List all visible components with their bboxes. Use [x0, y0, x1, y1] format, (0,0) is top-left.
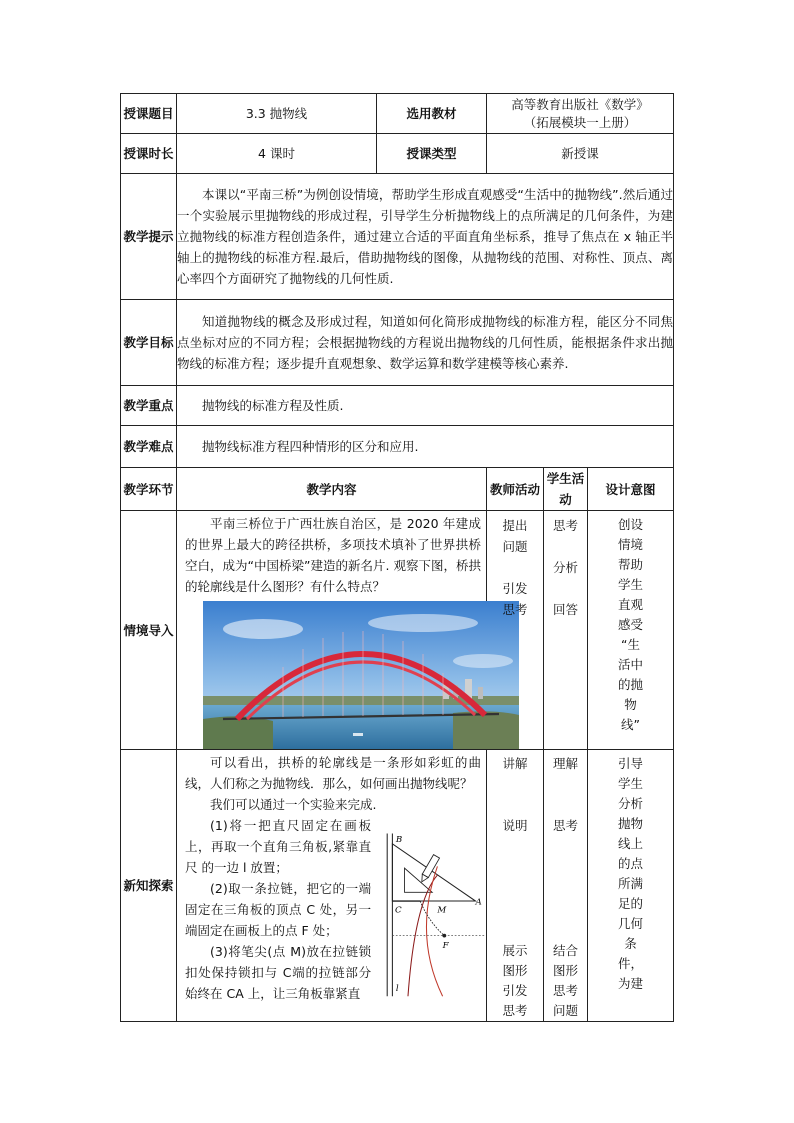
- explore-stage: 新知探索: [121, 750, 177, 1022]
- student-header: 学生活动: [544, 468, 588, 511]
- explore-design: 引导 学生 分析 抛物 线上 的点 所满 足的 几何 条 件， 为建: [588, 750, 674, 1022]
- label-l: l: [395, 984, 399, 995]
- step-1: (1)将一把直尺固定在画板上，再取一个直角三角板,紧靠直尺 的一边 l 放置；: [185, 818, 372, 875]
- difficulty-text: 抛物线标准方程四种情形的区分和应用.: [177, 426, 674, 468]
- step-3: (3)将笔尖(点 M)放在拉链锁扣处保持锁扣与 C端的拉链部分始终在 CA 上，让三角板靠紧直: [185, 944, 372, 1001]
- key-text: 抛物线的标准方程及性质.: [177, 386, 674, 426]
- explore-content: [177, 750, 487, 1022]
- intro-stage: 情境导入: [121, 511, 177, 750]
- bridge-photo: [203, 601, 519, 749]
- goal-text: 知道抛物线的概念及形成过程，知道如何化简形成抛物线的标准方程，能区分不同焦点坐标对应的不同方程；会根据抛物线的方程说出抛物线的几何性质，能根据条件求出抛物线的标准方程；逐步提升直观想象、数学运算和数学建模等核心素养.: [177, 300, 674, 386]
- label-b: B: [395, 835, 403, 846]
- hint-label: 教学提示: [121, 174, 177, 300]
- duration-value: 4 课时: [177, 134, 377, 174]
- explore-experiment-text: 我们可以通过一个实验来完成.: [210, 797, 377, 812]
- content-header: 教学内容: [177, 468, 487, 511]
- intro-content: [177, 511, 487, 750]
- topic-label: 授课题目: [121, 94, 177, 134]
- textbook-value: 高等教育出版社《数学》 （拓展模块一上册）: [487, 94, 674, 134]
- label-c: C: [395, 905, 402, 916]
- explore-teacher: 讲解 说明 展示 图形 引发 思考: [487, 750, 544, 1022]
- explore-student: 理解 思考 结合 图形 思考 问题: [544, 750, 588, 1022]
- stage-header: 教学环节: [121, 468, 177, 511]
- teacher-header: 教师活动: [487, 468, 544, 511]
- lesson-type-label: 授课类型: [377, 134, 487, 174]
- design-header: 设计意图: [588, 468, 674, 511]
- parabola-experiment-figure: [382, 819, 486, 1009]
- lesson-type-value: 新授课: [487, 134, 674, 174]
- duration-label: 授课时长: [121, 134, 177, 174]
- lesson-plan-table: [120, 93, 674, 1022]
- textbook-label: 选用教材: [377, 94, 487, 134]
- step-2: (2)取一条拉链，把它的一端固定在三角板的顶点 C 处，另一 端固定在画板上的点 F 处；: [185, 881, 372, 938]
- intro-text: 平南三桥位于广西壮族自治区，是 2020 年建成的世界上最大的跨径拱桥，多项技术填补了世界拱桥空白，成为“中国桥梁”建造的新名片. 观察下图，桥拱的轮廓线是什么图形？有什么特点？: [185, 516, 482, 594]
- label-a: A: [475, 897, 482, 908]
- intro-design: 创设 情境 帮助 学生 直观 感受 “生 活中 的抛 物 线”: [588, 511, 674, 750]
- hint-text: 本课以“平南三桥”为例创设情境，帮助学生形成直观感受“生活中的抛物线”.然后通过一个实验展示里抛物线的形成过程，引导学生分析抛物线上的点所满足的几何条件，为建立抛物线的标准方程创造条件，通过建立合适的平面直角坐标系，推导了焦点在 x 轴正半轴上的抛物线的标准方程.最后，借助抛物线的图像，从抛物线的范围、对称性、顶点、离心率四个方面研究了抛物线的几何性质.: [177, 174, 674, 300]
- label-m: M: [437, 905, 447, 916]
- key-label: 教学重点: [121, 386, 177, 426]
- topic-value: 3.3 抛物线: [177, 94, 377, 134]
- explore-intro-text: 可以看出，拱桥的轮廓线是一条形如彩虹的曲线，人们称之为抛物线．那么，如何画出抛物线呢？: [185, 755, 482, 791]
- intro-student: 思考 分析 回答: [544, 511, 588, 750]
- label-f: F: [442, 940, 449, 951]
- goal-label: 教学目标: [121, 300, 177, 386]
- intro-teacher: 提出 问题 引发 思考: [487, 511, 544, 750]
- difficulty-label: 教学难点: [121, 426, 177, 468]
